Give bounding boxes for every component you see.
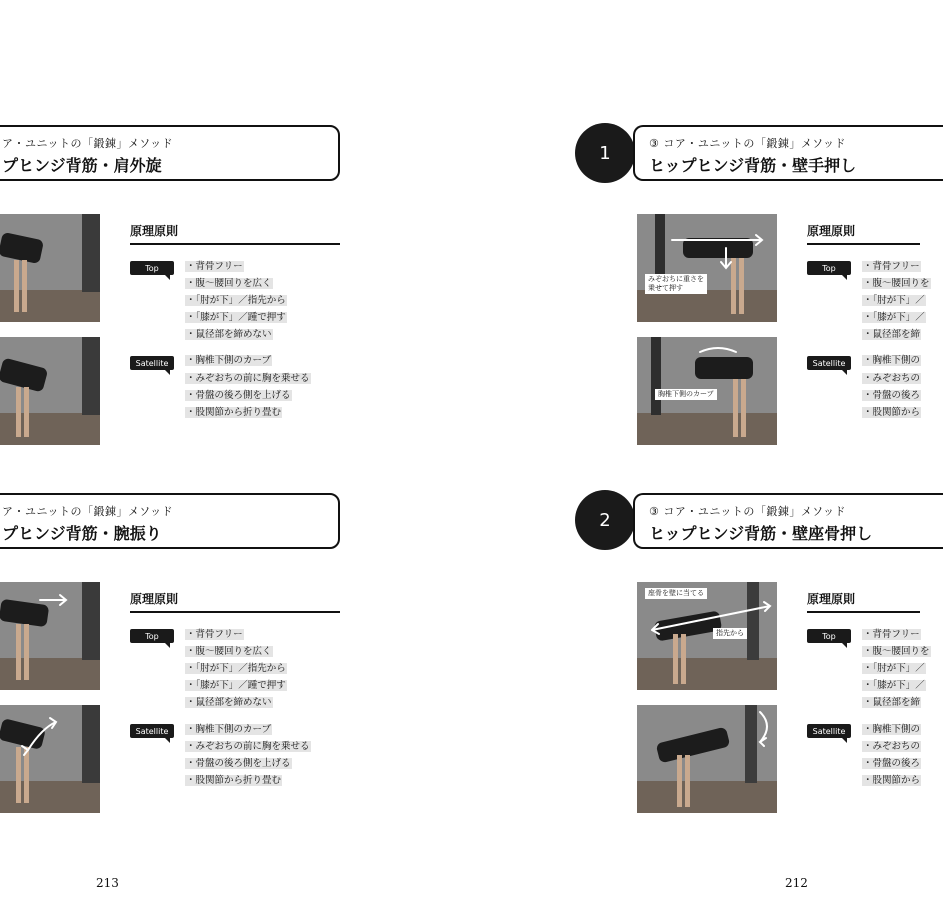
- satellite-tag: Satellite: [130, 356, 174, 370]
- principle-item: ・みぞおちの: [863, 741, 921, 752]
- section-subtitle: ア・ユニットの「鍛錬」メソッド: [2, 137, 174, 150]
- principle-item: ・胸椎下側のカーブ: [186, 724, 272, 735]
- section-subtitle: ③ コア・ユニットの「鍛錬」メソッド: [649, 505, 847, 518]
- page-number: 212: [785, 876, 808, 890]
- section-subtitle: ③ コア・ユニットの「鍛錬」メソッド: [649, 137, 847, 150]
- principle-item: ・胸椎下側のカーブ: [186, 355, 272, 366]
- principle-item: ・股関節から折り畳む: [186, 407, 282, 418]
- photo-caption: 指先から: [713, 628, 747, 639]
- curved-arrow-icon: [22, 746, 28, 755]
- principle-item: ・「膝が下」／: [863, 680, 925, 691]
- principle-item: ・鼠径部を締めない: [186, 329, 272, 340]
- section-title: プヒンジ背筋・腕振り: [2, 524, 162, 543]
- principle-item: ・背骨フリー: [863, 629, 920, 640]
- white-arrow-icon: [40, 595, 66, 605]
- principle-item: ・みぞおちの: [863, 373, 921, 384]
- principle-item: ・胸椎下側の: [863, 355, 921, 366]
- section-subtitle: ア・ユニットの「鍛錬」メソッド: [2, 505, 174, 518]
- principle-item: ・背骨フリー: [186, 261, 243, 272]
- principle-item: ・腹〜腰回りを広く: [186, 646, 272, 657]
- top-tag: Top: [130, 261, 174, 275]
- principle-item: ・背骨フリー: [186, 629, 243, 640]
- principle-item: ・「膝が下」／: [863, 312, 925, 323]
- principle-item: ・鼠径部を締: [863, 697, 921, 708]
- principle-item: ・みぞおちの前に胸を乗せる: [186, 741, 310, 752]
- satellite-tag: Satellite: [807, 724, 851, 738]
- principle-item: ・「肘が下」／: [863, 295, 925, 306]
- principle-item: ・骨盤の後ろ: [863, 758, 921, 769]
- top-tag: Top: [807, 261, 851, 275]
- principle-item: ・骨盤の後ろ側を上げる: [186, 758, 291, 769]
- section-title: プヒンジ背筋・肩外旋: [2, 156, 162, 175]
- principle-item: ・「肘が下」／指先から: [186, 663, 286, 674]
- principle-item: ・腹〜腰回りを: [863, 646, 930, 657]
- principle-item: ・胸椎下側の: [863, 724, 921, 735]
- section-number: 1: [575, 123, 635, 183]
- principle-item: ・腹〜腰回りを広く: [186, 278, 272, 289]
- principle-heading: 原理原則: [807, 590, 920, 613]
- principle-heading: 原理原則: [807, 222, 920, 245]
- top-tag: Top: [807, 629, 851, 643]
- principle-item: ・腹〜腰回りを: [863, 278, 930, 289]
- section-number: 2: [575, 490, 635, 550]
- principle-item: ・みぞおちの前に胸を乗せる: [186, 373, 310, 384]
- satellite-tag: Satellite: [130, 724, 174, 738]
- principle-item: ・「肘が下」／指先から: [186, 295, 286, 306]
- white-arrow-icon: [721, 248, 731, 268]
- principle-heading: 原理原則: [130, 222, 340, 245]
- principle-heading: 原理原則: [130, 590, 340, 613]
- principle-item: ・股関節から: [863, 407, 921, 418]
- principle-item: ・鼠径部を締めない: [186, 697, 272, 708]
- section-title: ヒップヒンジ背筋・壁手押し: [649, 156, 857, 175]
- photo-caption: みぞおちに重さを 乗せて押す: [645, 274, 707, 294]
- principle-item: ・骨盤の後ろ側を上げる: [186, 390, 291, 401]
- curved-arrow-icon: [700, 348, 736, 352]
- curved-arrow-icon: [28, 718, 56, 750]
- top-tag: Top: [130, 629, 174, 643]
- curved-arrow-icon: [760, 712, 767, 746]
- photo-caption: 座骨を壁に当てる: [645, 588, 707, 599]
- principle-item: ・「膝が下」／踵で押す: [186, 312, 286, 323]
- white-arrow-icon: [652, 602, 770, 634]
- principle-item: ・「肘が下」／: [863, 663, 925, 674]
- principle-item: ・股関節から折り畳む: [186, 775, 282, 786]
- section-title: ヒップヒンジ背筋・壁座骨押し: [649, 524, 873, 543]
- principle-item: ・股関節から: [863, 775, 921, 786]
- satellite-tag: Satellite: [807, 356, 851, 370]
- principle-item: ・骨盤の後ろ: [863, 390, 921, 401]
- white-arrow-icon: [672, 235, 762, 245]
- principle-item: ・背骨フリー: [863, 261, 920, 272]
- photo-caption: 胸椎下側のカーブ: [655, 389, 717, 400]
- principle-item: ・鼠径部を締: [863, 329, 921, 340]
- principle-item: ・「膝が下」／踵で押す: [186, 680, 286, 691]
- page-number: 213: [96, 876, 119, 890]
